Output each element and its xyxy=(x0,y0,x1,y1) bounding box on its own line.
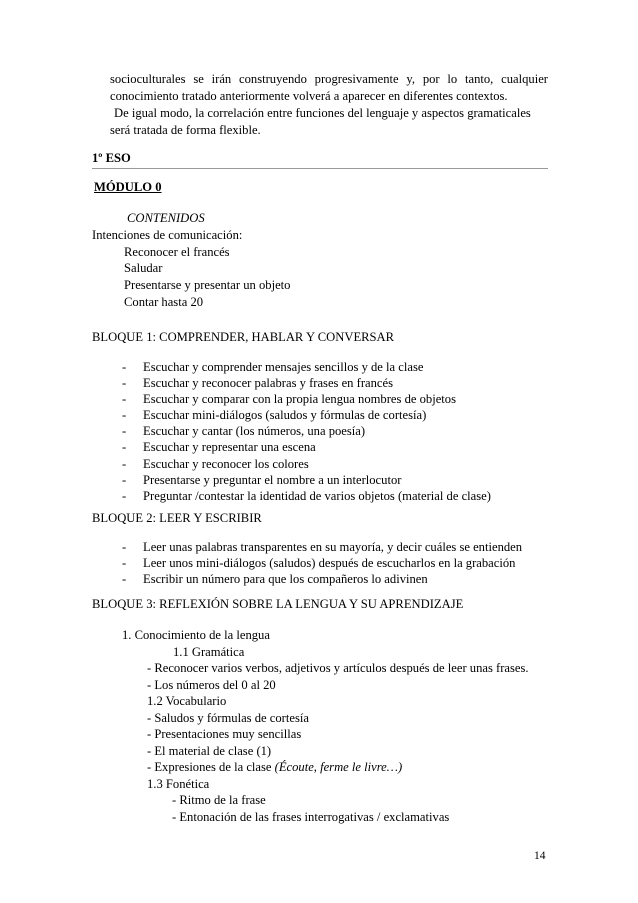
dash-bullet: - xyxy=(122,488,127,503)
module-title: MÓDULO 0 xyxy=(94,180,162,194)
gramatica-item: - Los números del 0 al 20 xyxy=(147,677,276,692)
list-item xyxy=(122,375,491,391)
dash-bullet: - xyxy=(122,360,127,374)
dash-bullet: - xyxy=(122,376,127,391)
list-item-text: Escuchar y comparar con la propia lengua nombres de objetos xyxy=(143,392,456,407)
intenciones-label: Intenciones de comunicación: xyxy=(92,228,243,242)
list-item-text: Leer unos mini-diálogos (saludos) después de escucharlos en la grabación xyxy=(143,556,516,571)
list-item-text: Escuchar y reconocer palabras y frases en francés xyxy=(143,376,393,391)
bloque1-title: BLOQUE 1: COMPRENDER, HABLAR Y CONVERSAR xyxy=(92,330,395,344)
bloque2-title: BLOQUE 2: LEER Y ESCRIBIR xyxy=(92,511,262,525)
vocabulario-heading: 1.2 Vocabulario xyxy=(147,694,227,708)
intenciones-item: Presentarse y presentar un objeto xyxy=(124,278,291,293)
list-item-text: Presentarse y preguntar el nombre a un interlocutor xyxy=(143,472,402,487)
gramatica-item: - Reconocer varios verbos, adjetivos y artículos después de leer unas frases. xyxy=(147,661,529,675)
intro-line: socioculturales se irán construyendo progresivamente y, por lo tanto, cualquier xyxy=(110,72,548,86)
intro-line: será tratada de forma flexible. xyxy=(110,123,261,137)
intenciones-item: Contar hasta 20 xyxy=(124,294,204,309)
intro-paragraph xyxy=(110,71,548,139)
list-item-text: Escuchar mini-diálogos (saludos y fórmulas de cortesía) xyxy=(143,408,427,423)
list-item xyxy=(122,439,491,455)
dash-bullet: - xyxy=(122,572,127,587)
dash-bullet: - xyxy=(122,556,127,571)
dash-bullet: - xyxy=(122,440,127,455)
list-item-text: Escribir un número para que los compañeros lo adivinen xyxy=(143,572,428,587)
list-item-text: Escuchar y cantar (los números, una poesía) xyxy=(143,424,366,439)
list-item-text: Leer unas palabras transparentes en su mayoría, y decir cuáles se entienden xyxy=(143,540,523,554)
page-number: 14 xyxy=(534,850,546,862)
list-item xyxy=(122,456,491,472)
vocabulario-item: - El material de clase (1) xyxy=(147,743,272,758)
intenciones-item: Saludar xyxy=(124,261,163,276)
list-item-text: Preguntar /contestar la identidad de varios objetos (material de clase) xyxy=(143,488,491,503)
expresiones-prefix: - Expresiones de la clase xyxy=(147,760,275,774)
dash-bullet: - xyxy=(122,424,127,439)
dash-bullet: - xyxy=(122,408,127,423)
list-item xyxy=(122,571,522,587)
expresiones-example: (Écoute, ferme le livre…) xyxy=(274,760,403,774)
gramatica-heading: 1.1 Gramática xyxy=(173,644,245,659)
bloque1-list xyxy=(122,359,491,504)
bloque2-list xyxy=(122,539,522,587)
intenciones-section xyxy=(92,227,290,311)
list-item xyxy=(122,391,491,407)
list-item xyxy=(122,407,491,423)
list-item xyxy=(122,359,491,375)
dash-bullet: - xyxy=(122,456,127,471)
list-item xyxy=(122,472,491,488)
list-item xyxy=(122,539,522,555)
contenidos-label: CONTENIDOS xyxy=(127,211,205,225)
list-item xyxy=(122,488,491,504)
dash-bullet: - xyxy=(122,472,127,487)
dash-bullet: - xyxy=(122,392,127,407)
intro-line: conocimiento tratado anteriormente volverá a aparecer en diferentes contextos. xyxy=(110,89,508,103)
course-heading: 1º ESO xyxy=(92,150,548,169)
bloque3-title: BLOQUE 3: REFLEXIÓN SOBRE LA LENGUA Y SU APRENDIZAJE xyxy=(92,597,464,611)
vocabulario-item: - Saludos y fórmulas de cortesía xyxy=(147,710,309,725)
dash-bullet: - xyxy=(122,540,127,554)
list-item-text: Escuchar y reconocer los colores xyxy=(143,456,309,471)
expresiones-item xyxy=(122,759,529,776)
vocabulario-item: - Presentaciones muy sencillas xyxy=(147,727,302,741)
list-item-text: Escuchar y representar una escena xyxy=(143,440,316,455)
list-item xyxy=(122,423,491,439)
conocimiento-heading: 1. Conocimiento de la lengua xyxy=(122,628,270,642)
fonetica-item: - Entonación de las frases interrogativas / exclamativas xyxy=(172,809,450,824)
intenciones-item: Reconocer el francés xyxy=(124,244,230,259)
bloque3-content xyxy=(122,627,529,825)
list-item xyxy=(122,555,522,571)
intro-line: De igual modo, la correlación entre funciones del lenguaje y aspectos gramaticales xyxy=(114,106,531,120)
list-item-text: Escuchar y comprender mensajes sencillos y de la clase xyxy=(143,360,424,374)
fonetica-item: - Ritmo de la frase xyxy=(172,793,266,807)
fonetica-heading: 1.3 Fonética xyxy=(147,776,210,791)
